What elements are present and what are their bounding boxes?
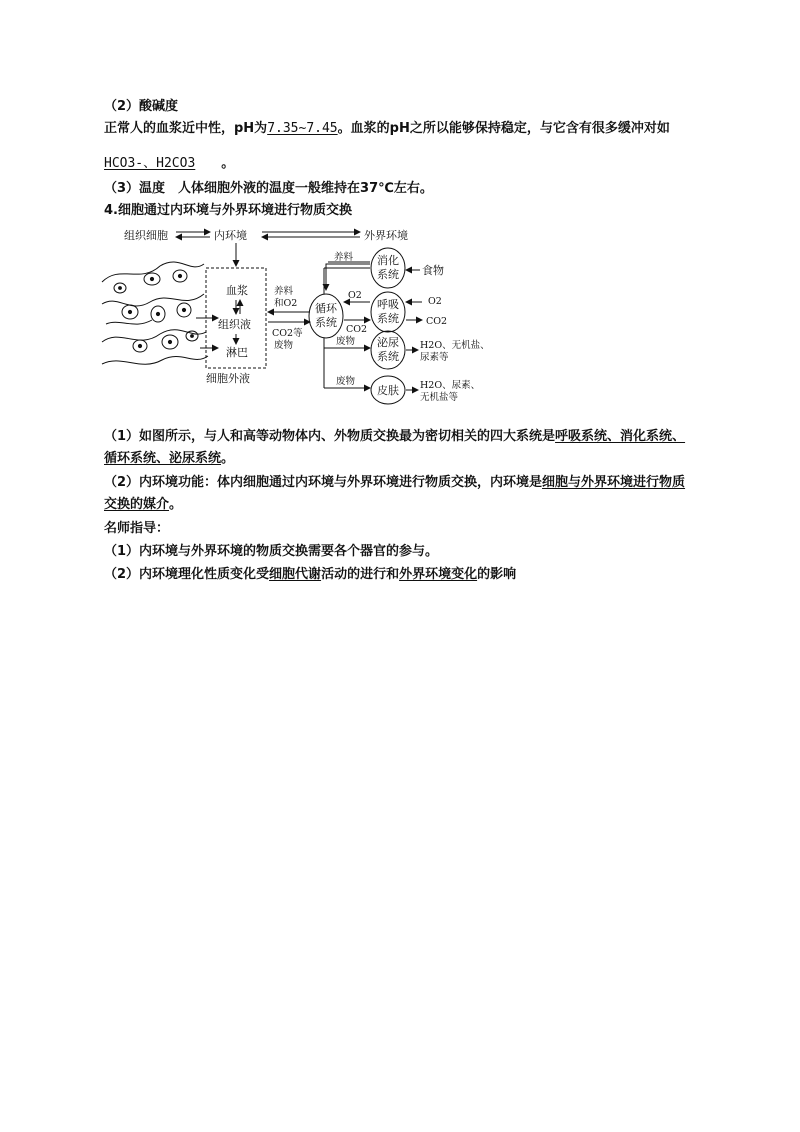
urinary-label-2: 系统 (377, 350, 399, 363)
urinary-label-1: 泌尿 (377, 336, 399, 349)
circulatory-label-2: 系统 (315, 316, 337, 329)
top-arrows (176, 232, 360, 266)
point-1-systems-b: 循环系统、泌尿系统 (104, 451, 222, 466)
food-label: 食物 (422, 264, 444, 277)
guide-2-u1: 细胞代谢 (269, 567, 322, 582)
buffer-end: 。 (221, 156, 235, 171)
nutrients-o2-label-1: 养料 (274, 286, 294, 297)
point-2-end: 。 (169, 497, 183, 512)
point-1-text: （1）如图所示，与人和高等动物体内、外物质交换最为密切相关的四大系统是 (104, 429, 556, 444)
temperature-text: （3）温度 人体细胞外液的温度一般维持在37℃左右。 (104, 181, 433, 196)
acidity-text-a: 正常人的血浆近中性，pH为 (104, 121, 268, 136)
skin-label: 皮肤 (377, 384, 399, 397)
co2-waste-label-1: CO2等 (272, 328, 303, 339)
lymph-label: 淋巴 (226, 346, 248, 359)
skin-out-label-1: H2O、尿素、 (420, 380, 481, 391)
point-1-systems-a: 呼吸系统、消化系统、 (555, 429, 686, 444)
o2-in-label: O2 (428, 296, 442, 307)
waste-label-2: 废物 (336, 376, 356, 387)
guide-2-a: （2）内环境理化性质变化受 (104, 567, 270, 582)
acidity-text-b: 。血浆的pH之所以能够保持稳定，与它含有很多缓冲对如 (337, 121, 670, 136)
point-2-text: （2）内环境功能：体内细胞通过内环境与外界环境进行物质交换，内环境是 (104, 475, 543, 490)
respiratory-label-2: 系统 (377, 312, 399, 325)
teacher-guide-heading: 名师指导： (104, 521, 170, 536)
acidity-heading: （2）酸碱度 (104, 99, 179, 114)
tissue-illustration (102, 262, 218, 364)
urinary-out-label-2: 尿素等 (420, 352, 449, 363)
digestive-label-2: 系统 (377, 268, 399, 281)
respiratory-label-1: 呼吸 (377, 298, 399, 311)
exchange-heading: 4.细胞通过内环境与外界环境进行物质交换 (104, 203, 352, 218)
extracellular-label: 细胞外液 (206, 372, 250, 385)
tissue-fluid-label: 组织液 (218, 318, 251, 331)
o2-arrow-label: O2 (348, 290, 362, 301)
point-2-line-1 (104, 474, 685, 492)
guide-2-c: 的影响 (477, 567, 517, 582)
nutrients-o2-label-2: 和O2 (274, 298, 298, 309)
guide-2-u2: 外界环境变化 (399, 567, 478, 582)
waste-label-1: 废物 (336, 336, 356, 347)
buffer-pair: HCO3-、H2CO3 (104, 156, 196, 171)
guide-2-b: 活动的进行和 (321, 567, 400, 582)
skin-out-label-2: 无机盐等 (420, 392, 459, 403)
point-1-line-2 (104, 450, 234, 468)
point-2-media-a: 细胞与外界环境进行物质 (542, 475, 686, 490)
co2-out-label: CO2 (426, 316, 448, 327)
point-1-end: 。 (221, 451, 235, 466)
plasma-label: 血浆 (226, 284, 248, 297)
tissue-cells-label: 组织细胞 (124, 229, 168, 242)
ph-range: 7.35~7.45 (267, 121, 338, 136)
urinary-out-label-1: H2O、无机盐、 (420, 340, 490, 351)
point-1-line-1 (104, 428, 685, 446)
circulatory-label-1: 循环 (315, 302, 337, 315)
buffer-line (104, 155, 234, 173)
digestive-label-1: 消化 (377, 254, 399, 267)
internal-env-label: 内环境 (214, 229, 247, 242)
ecf-circulatory-arrows (268, 312, 310, 322)
teacher-guide-item-1: （1）内环境与外界环境的物质交换需要各个器官的参与。 (104, 544, 439, 559)
point-2-media-b: 交换的媒介 (104, 497, 170, 512)
external-env-label: 外界环境 (364, 229, 408, 242)
teacher-guide-item-2 (104, 566, 516, 584)
nutrients-label: 养料 (334, 252, 354, 263)
co2-arrow-label: CO2 (346, 324, 368, 335)
point-2-line-2 (104, 496, 182, 514)
acidity-sentence (104, 120, 670, 138)
co2-waste-label-2: 废物 (274, 340, 294, 351)
exchange-diagram (100, 224, 490, 416)
